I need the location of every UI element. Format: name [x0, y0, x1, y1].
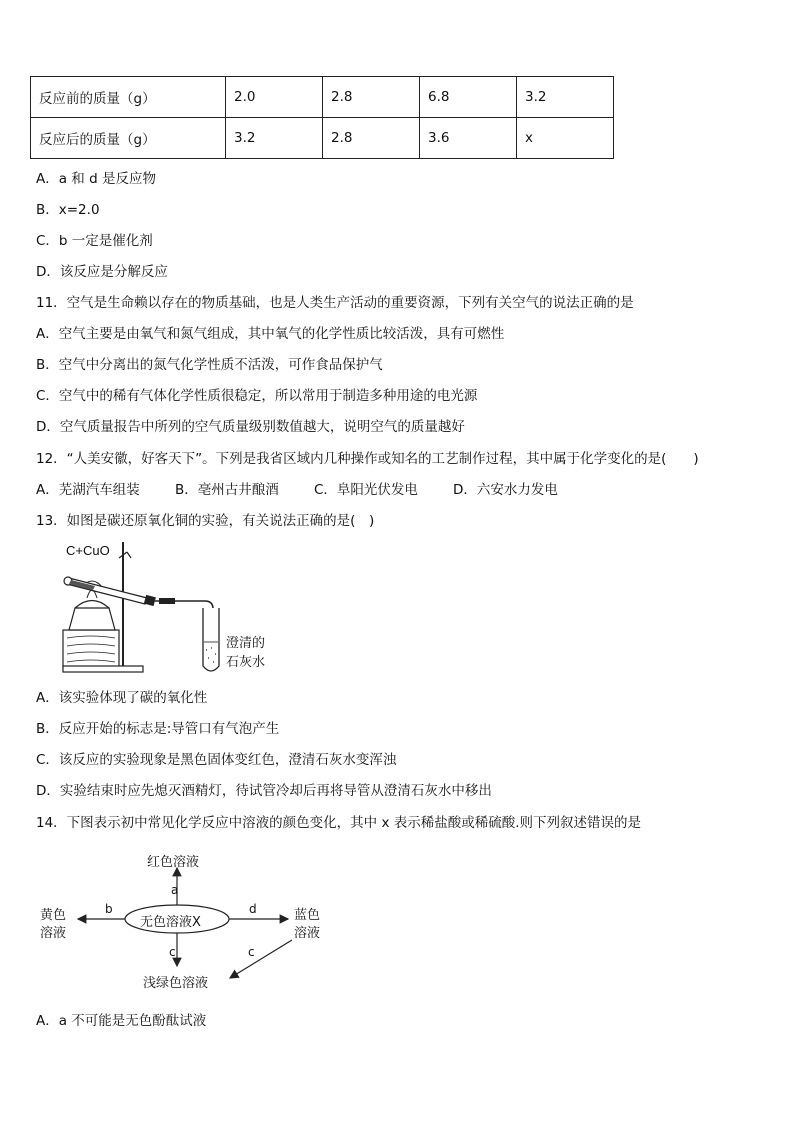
q12-option-a: A．芜湖汽车组装: [36, 482, 140, 498]
q13-option-c: C．该反应的实验现象是黑色固体变红色，澄清石灰水变浑浊: [36, 752, 397, 768]
q11-option-b: B．空气中分离出的氮气化学性质不活泼，可作食品保护气: [36, 357, 383, 373]
limewater-label-2: 石灰水: [226, 655, 266, 670]
value-cell: 3.2: [517, 77, 614, 118]
q12-option-d: D．六安水力发电: [453, 482, 558, 498]
table-row: [31, 77, 614, 118]
test-tube: [67, 578, 147, 604]
top-solution-label: 红色溶液: [147, 855, 200, 870]
value-cell: 2.8: [323, 118, 420, 159]
q12-option-c: C．阜阳光伏发电: [314, 482, 418, 498]
q10-option-d: D．该反应是分解反应: [36, 264, 168, 280]
right-solution-label-2: 溶液: [294, 926, 321, 941]
q11-stem: 11．空气是生命赖以存在的物质基础，也是人类生产活动的重要资源，下列有关空气的说法正确的是: [36, 295, 634, 311]
left-solution-label-1: 黄色: [40, 908, 67, 923]
q11-option-d: D．空气质量报告中所列的空气质量级别数值越大，说明空气的质量越好: [36, 419, 465, 435]
q12-option-b: B．亳州古井酿酒: [175, 482, 279, 498]
q13-option-b: B．反应开始的标志是:导管口有气泡产生: [36, 721, 280, 737]
q14-stem: 14．下图表示初中常见化学反应中溶液的颜色变化，其中 x 表示稀盐酸或稀硫酸.则下列叙述错误的是: [36, 815, 642, 831]
bottom-solution-label: 浅绿色溶液: [143, 976, 209, 991]
q14-option-a: A．a 不可能是无色酚酞试液: [36, 1013, 207, 1029]
receiving-tube: [203, 608, 219, 671]
center-solution-label: 无色溶液X: [140, 915, 201, 930]
stand-base: [63, 666, 143, 672]
arrow-c-label: c: [169, 945, 176, 959]
q10-option-b: B．x=2.0: [36, 202, 100, 218]
arrow-d-label: d: [249, 902, 257, 916]
row-header-cell: 反应后的质量（g）: [31, 118, 226, 159]
mass-table: [30, 76, 614, 159]
q12-stem: 12．“人美安徽，好客天下”。下列是我省区域内几种操作或知名的工艺制作过程，其中属于化学变化的是( ): [36, 451, 699, 467]
arrow-diagonal: [230, 940, 292, 978]
row-header-cell: 反应前的质量（g）: [31, 77, 226, 118]
value-cell: 6.8: [420, 77, 517, 118]
table-row: [31, 118, 614, 159]
value-cell: 2.8: [323, 77, 420, 118]
q10-option-c: C．b 一定是催化剂: [36, 233, 153, 249]
alcohol-lamp: [69, 608, 115, 630]
q11-option-c: C．空气中的稀有气体化学性质很稳定，所以常用于制造多种用途的电光源: [36, 388, 478, 404]
arrow-c2-label: c: [248, 945, 255, 959]
q11-option-a: A．空气主要是由氧气和氮气组成，其中氧气的化学性质比较活泼，具有可燃性: [36, 326, 505, 342]
right-solution-label-1: 蓝色: [294, 908, 321, 923]
reactant-label: C+CuO: [66, 543, 110, 558]
limewater-label-1: 澄清的: [226, 636, 266, 651]
arrow-b-label: b: [105, 902, 113, 916]
value-cell: 3.2: [226, 118, 323, 159]
q13-option-d: D．实验结束时应先熄灭酒精灯，待试管冷却后再将导管从澄清石灰水中移出: [36, 783, 492, 799]
value-cell: 2.0: [226, 77, 323, 118]
q10-option-a: A．a 和 d 是反应物: [36, 171, 156, 187]
value-cell: x: [517, 118, 614, 159]
arrow-a-label: a: [171, 883, 179, 897]
q13-stem: 13．如图是碳还原氧化铜的实验，有关说法正确的是( ): [36, 513, 375, 529]
value-cell: 3.6: [420, 118, 517, 159]
left-solution-label-2: 溶液: [40, 926, 67, 941]
q13-option-a: A．该实验体现了碳的氧化性: [36, 690, 208, 706]
